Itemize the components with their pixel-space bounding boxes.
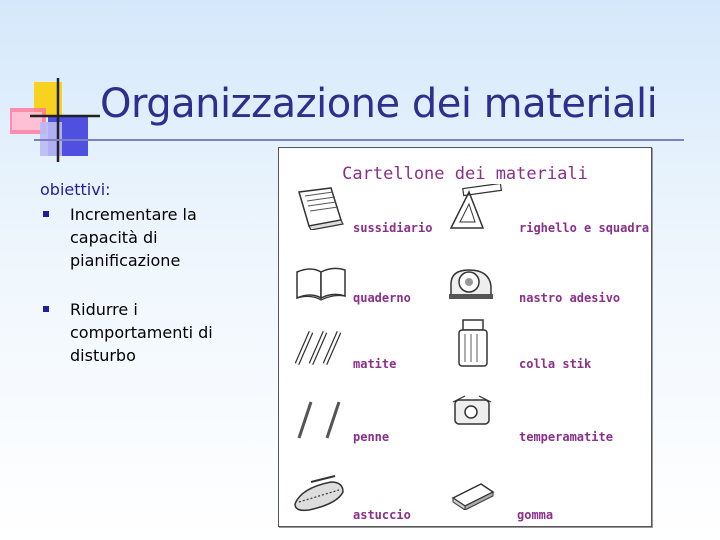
pens-icon <box>293 398 345 442</box>
pencils-icon <box>291 328 345 368</box>
material-label-quaderno: quaderno <box>353 291 411 305</box>
glue-stick-icon <box>455 318 491 370</box>
material-label-astuccio: astuccio <box>353 508 411 522</box>
list-item <box>40 298 265 367</box>
material-label-matite: matite <box>353 357 397 371</box>
poster-title: Cartellone dei materiali <box>342 164 588 184</box>
material-label-nastro-adesivo: nastro adesivo <box>519 291 621 305</box>
book-icon <box>295 186 347 230</box>
objective-text: Ridurre i comportamenti di disturbo <box>70 300 213 365</box>
tape-dispenser-icon <box>445 262 497 302</box>
materials-poster <box>278 147 652 527</box>
objectives-block <box>40 178 265 393</box>
bullet-icon <box>43 306 49 312</box>
list-item <box>40 203 265 272</box>
notebook-icon <box>293 264 349 302</box>
eraser-icon <box>449 478 497 510</box>
page-title: Organizzazione dei materiali <box>100 81 658 127</box>
objective-text: Incrementare la capacità di pianificazione <box>70 205 197 270</box>
material-label-colla-stik: colla stik <box>519 357 592 371</box>
bullet-icon <box>43 211 49 217</box>
material-label-sussidiario: sussidiario <box>353 221 433 235</box>
material-label-penne: penne <box>353 430 390 444</box>
decorative-squares <box>8 78 108 162</box>
title-divider <box>34 139 684 141</box>
material-label-righello-e-squadra: righello e squadra <box>519 221 650 235</box>
pencil-sharpener-icon <box>449 392 495 432</box>
objectives-label: obiettivi: <box>40 180 111 199</box>
pencil-case-icon <box>291 474 347 514</box>
material-label-gomma: gomma <box>517 508 554 522</box>
ruler-square-icon <box>447 184 503 230</box>
material-label-temperamatite: temperamatite <box>519 430 613 444</box>
objectives-list <box>40 203 265 367</box>
